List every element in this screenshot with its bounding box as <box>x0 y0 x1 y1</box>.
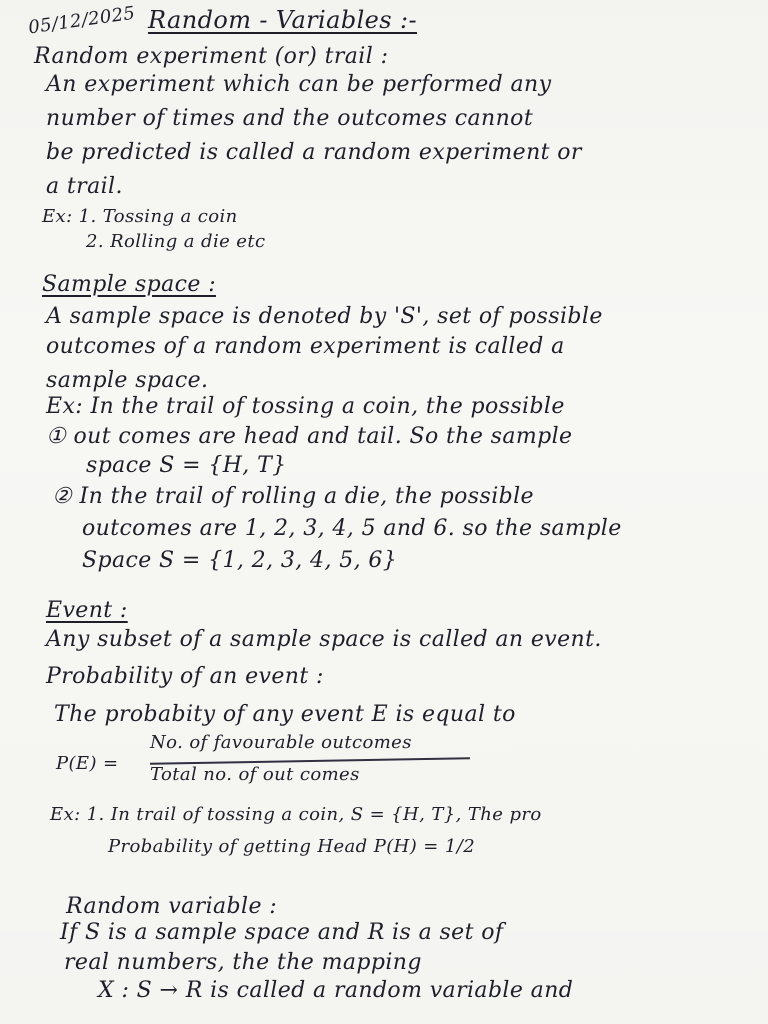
probability-formula <box>150 734 510 784</box>
sample-space-example-2-line-3: Space S = {1, 2, 3, 4, 5, 6} <box>82 548 398 573</box>
probability-denominator: Total no. of out comes <box>150 764 360 785</box>
random-experiment-example-1: Ex: 1. Tossing a coin <box>42 206 238 227</box>
random-experiment-example-2: 2. Rolling a die etc <box>86 231 266 252</box>
random-experiment-line-2: number of times and the outcomes cannot <box>46 106 534 131</box>
sample-space-example-2-line-1: ② In the trail of rolling a die, the possible <box>52 484 534 509</box>
probability-line-1: The probabity of any event E is equal to <box>54 702 516 727</box>
random-variable-line-2: real numbers, the the mapping <box>64 950 422 975</box>
sample-space-example-1-line-1: Ex: In the trail of tossing a coin, the possible <box>46 394 565 419</box>
random-variable-heading: Random variable : <box>66 894 278 919</box>
random-experiment-heading: Random experiment (or) trail : <box>34 44 389 69</box>
sample-space-example-2-line-2: outcomes are 1, 2, 3, 4, 5 and 6. so the sample <box>82 516 622 541</box>
random-variable-line-1: If S is a sample space and R is a set of <box>60 920 504 945</box>
probability-example-line-2: Probability of getting Head P(H) = 1/2 <box>108 836 476 857</box>
sample-space-heading: Sample space : <box>42 272 217 297</box>
page-date: 05/12/2025 <box>26 2 137 39</box>
probability-example-line-1: Ex: 1. In trail of tossing a coin, S = {H, T}, The pro <box>50 804 542 825</box>
random-experiment-line-1: An experiment which can be performed any <box>46 72 552 97</box>
random-variable-line-3: X : S → R is called a random variable and <box>98 978 574 1003</box>
probability-heading: Probability of an event : <box>46 664 324 689</box>
sample-space-line-2: outcomes of a random experiment is called a <box>46 334 565 359</box>
random-experiment-line-3: be predicted is called a random experiment or <box>46 140 582 165</box>
sample-space-example-1-line-2: ① out comes are head and tail. So the sample <box>46 424 573 449</box>
sample-space-line-1: A sample space is denoted by 'S', set of possible <box>46 304 603 329</box>
probability-pe-label: P(E) = <box>56 753 119 774</box>
event-heading: Event : <box>46 598 128 623</box>
random-experiment-line-4: a trail. <box>46 174 123 199</box>
page-title: Random - Variables :- <box>148 6 418 34</box>
event-line-1: Any subset of a sample space is called an event. <box>46 627 602 652</box>
probability-numerator: No. of favourable outcomes <box>150 732 412 753</box>
sample-space-line-3: sample space. <box>46 368 209 393</box>
sample-space-example-1-line-3: space S = {H, T} <box>86 453 287 478</box>
